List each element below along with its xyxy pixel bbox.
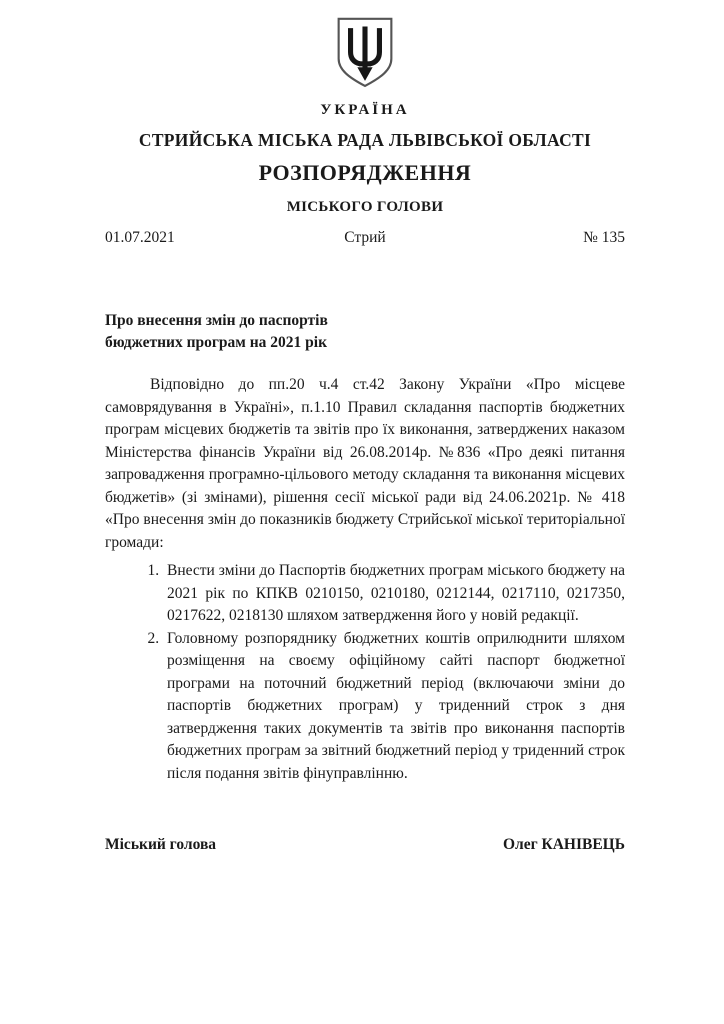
document-author-title: МІСЬКОГО ГОЛОВИ (286, 199, 444, 215)
country-label: УКРАЇНА (320, 102, 410, 118)
subject-line-1: Про внесення змін до паспортів (105, 312, 328, 329)
document-type-title: РОЗПОРЯДЖЕННЯ (258, 160, 472, 185)
signature-name: Олег КАНІВЕЦЬ (502, 836, 625, 853)
document-meta-row (105, 228, 625, 248)
directive-item-2: 2. Головному розпоряднику бюджетних коштів оприлюднити шляхом розміщення на своєму офіційному сайті паспорт бюджетної програми на поточний бюджетний період (включаючи зміни до паспортів бюджетних програм) у триденний строк з дня затвердження таких документів та звітів про виконання паспортів бюджетних програм за звітний бюджетний період у триденний строк після подання звітів фінуправлінню. (163, 628, 625, 786)
coat-of-arms (105, 16, 625, 98)
document-city: Стрий (344, 229, 386, 246)
organization-name: СТРИЙСЬКА МІСЬКА РАДА ЛЬВІВСЬКОЇ ОБЛАСТІ (138, 130, 592, 150)
signature-title: Міський голова (105, 836, 217, 853)
signature-row (105, 835, 625, 855)
document-date: 01.07.2021 (105, 229, 175, 246)
document-subject (105, 310, 625, 354)
preamble-paragraph: Відповідно до пп.20 ч.4 ст.42 Закону України «Про місцеве самоврядування в Україні», п.1.10 Правил складання паспортів бюджетних програм місцевих бюджетів та звітів про їх виконання, затверджених наказом Міністерства фінансів України від 26.08.2014р. №836 «Про деякі питання запровадження програмно-цільового методу складання та виконання місцевих бюджетів» (зі змінами), рішення сесії міської ради від 24.06.2021р. № 418 «Про внесення змін до показників бюджету Стрийської міської територіальної громади: (105, 376, 625, 551)
directive-item-1: 1. Внести зміни до Паспортів бюджетних програм міського бюджету на 2021 рік по КПКВ 0210150, 0210180, 0212144, 0217110, 0217350, 0217622, 0218130 шляхом затвердження його у новій редакції. (163, 560, 625, 628)
document-number: № 135 (583, 229, 625, 246)
tryzub-icon (331, 16, 399, 93)
subject-line-2: бюджетних програм на 2021 рік (105, 334, 327, 351)
directive-list (105, 560, 625, 785)
